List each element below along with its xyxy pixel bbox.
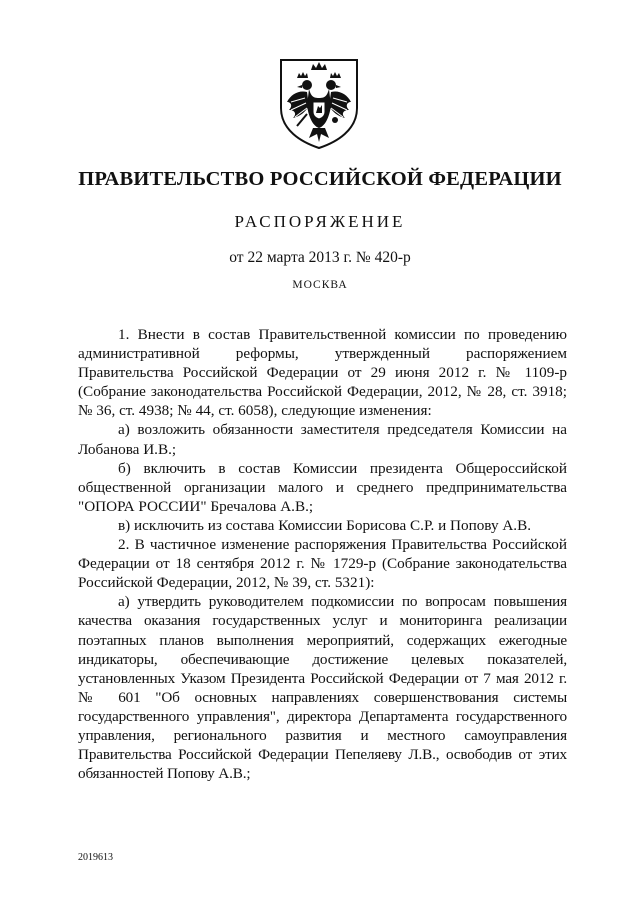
paragraph-item-2: 2. В частичное изменение распоряжения Правительства Российской Федерации от 18 сентября 2012 г. № 1729-р (Собрание законодательства Российской Федерации, 2012, № 39, ст. 5321): bbox=[78, 536, 567, 592]
paragraph-item-2a: а) утвердить руководителем подкомиссии по вопросам повышения качества оказания государственных услуг и мониторинга реализации поэтапных планов выполнения мероприятий, содержащих ежегодные индикаторы, обеспечивающие достижение целевых показателей, установленных Указом Президента Российской Федерации от 7 мая 2012 г. № 601 "Об основных направлениях совершенствования системы государственного управления", директора Департамента государственного управления, регионального развития и местного самоуправления Правительства Российской Федерации Пепеляеву Л.В., освободив от этих обязанностей Попову А.В.; bbox=[78, 593, 567, 783]
government-title: ПРАВИТЕЛЬСТВО РОССИЙСКОЙ ФЕДЕРАЦИИ bbox=[78, 168, 562, 190]
paragraph-item-1: 1. Внести в состав Правительственной комиссии по проведению административной реформы, утвержденный распоряжением Правительства Российской Федерации от 29 июня 2012 г. № 1109-р (Собрание законодательства Российской Федерации, 2012, № 28, ст. 3918; № 36, ст. 4938; № 44, ст. 6058), следующие изменения: bbox=[78, 326, 567, 420]
paragraph-item-1b: б) включить в состав Комиссии президента Общероссийской общественной организации малого и среднего предпринимательства "ОПОРА РОССИИ" Бречалова А.В.; bbox=[78, 459, 567, 515]
footer-document-code: 2019613 bbox=[78, 852, 113, 863]
document-city: МОСКВА bbox=[292, 279, 348, 291]
document-body bbox=[78, 325, 567, 783]
paragraph-item-1c: в) исключить из состава Комиссии Борисова С.Р. и Попову А.В. bbox=[118, 516, 532, 534]
document-type: РАСПОРЯЖЕНИЕ bbox=[234, 212, 406, 231]
coat-of-arms-emblem bbox=[273, 56, 365, 152]
paragraph-item-1a: а) возложить обязанности заместителя председателя Комиссии на Лобанова И.В.; bbox=[78, 421, 567, 458]
document-date-number: от 22 марта 2013 г. № 420-р bbox=[229, 249, 411, 266]
